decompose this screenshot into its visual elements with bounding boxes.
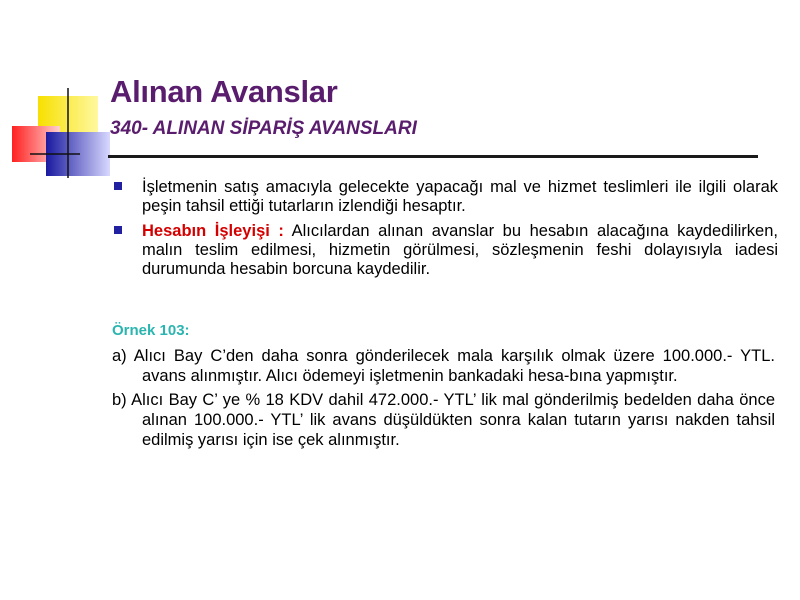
example-label: Örnek 103: bbox=[112, 322, 190, 339]
example-paragraphs bbox=[112, 346, 775, 454]
square-bullet-icon bbox=[114, 226, 122, 234]
corner-decoration bbox=[0, 0, 120, 190]
bullet-text: İşletmenin satış amacıyla gelecekte yapacağı mal ve hizmet teslimleri ile ilgili olarak peşin tahsil ettiği tutarların izlendiği hesaptır. bbox=[142, 178, 778, 215]
bullet-highlight: Hesabın İşleyişi : bbox=[142, 222, 284, 240]
example-paragraph-a: a) Alıcı Bay C’den daha sonra gönderilecek mala karşılık olmak üzere 100.000.- YTL. avans alınmıştır. Alıcı ödemeyi işletmenin bankadaki hesa-bına yapmıştır. bbox=[112, 347, 775, 385]
example-paragraph-b: b) Alıcı Bay C’ ye % 18 KDV dahil 472.000.- YTL’ lik mal gönderilmiş bedelden daha önce alınan 100.000.- YTL’ lik avans düşüldükten sonra kalan tutarın yarısı nakden tahsil edilmiş yarısı için ise çek alınmıştır. bbox=[112, 391, 775, 449]
square-bullet-icon bbox=[114, 182, 122, 190]
slide-subtitle: 340- ALINAN SİPARİŞ AVANSLARI bbox=[110, 118, 417, 139]
bullet-item bbox=[112, 178, 778, 216]
slide-title: Alınan Avanslar bbox=[110, 74, 338, 109]
bullet-text: Alıcılardan alınan avanslar bu hesabın alacağına kaydedilirken, malın teslim edilmesi, hizmetin görülmesi, sözleşmenin feshi dolayısıyla iadesi durumunda hesabin borcuna kaydedilir. bbox=[142, 222, 778, 278]
title-divider bbox=[108, 155, 758, 158]
bullet-list bbox=[112, 178, 778, 285]
bullet-item bbox=[112, 222, 778, 279]
